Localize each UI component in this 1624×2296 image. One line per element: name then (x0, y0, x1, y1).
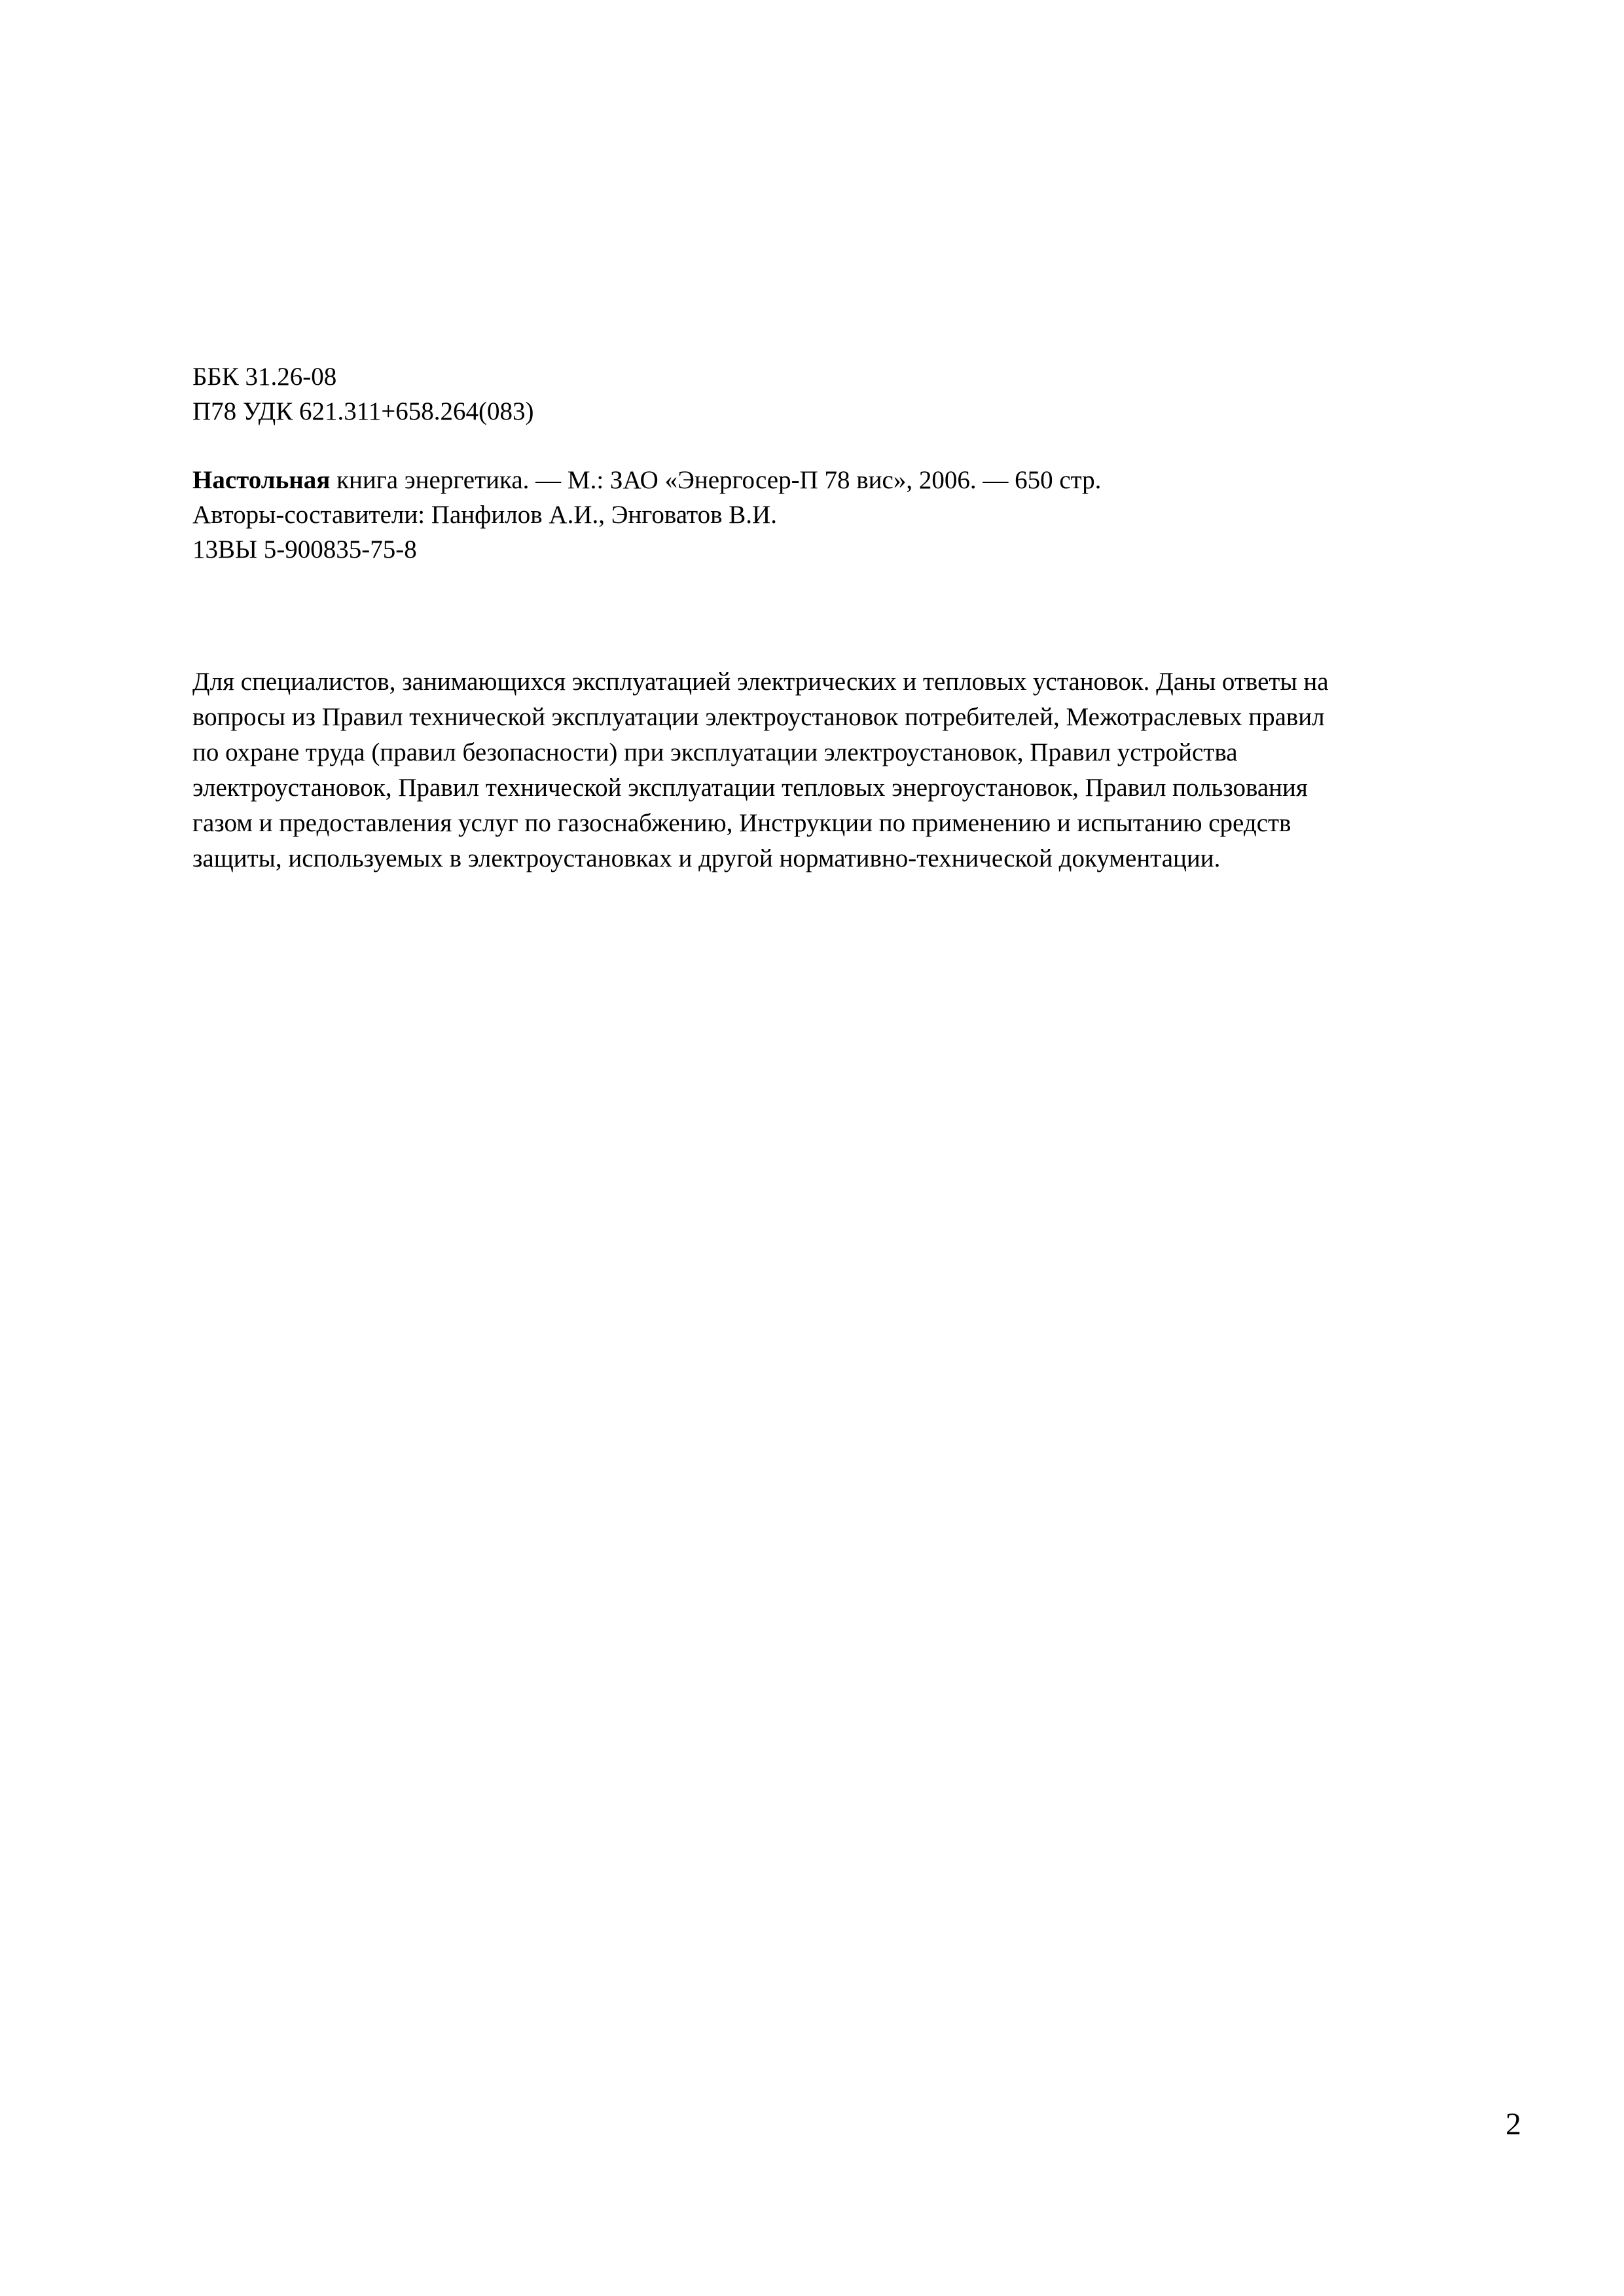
authors-line: Авторы-составители: Панфилов А.И., Энговатов В.И. (192, 501, 777, 529)
abstract-line: по охране труда (правил безопасности) при эксплуатации электроустановок, Правил устройства (192, 738, 1238, 766)
bibliographic-record (192, 463, 1101, 567)
abstract-line: газом и предоставления услуг по газоснабжению, Инструкции по применению и испытанию средств (192, 809, 1291, 837)
classification-block (192, 359, 533, 429)
abstract-paragraph (192, 664, 1541, 876)
bibliographic-title-line (192, 463, 1101, 497)
isbn-line: 13ВЫ 5-900835-75-8 (192, 535, 417, 564)
udk-code: П78 УДК 621.311+658.264(083) (192, 397, 534, 425)
book-title-bold: Настольная (192, 466, 331, 494)
abstract-line: вопросы из Правил технической эксплуатации электроустановок потребителей, Межотраслевых правил (192, 703, 1325, 731)
page-number: 2 (1506, 2107, 1521, 2142)
abstract-line: Для специалистов, занимающихся эксплуатацией электрических и тепловых установок. Даны ответы на (192, 668, 1329, 696)
book-title-rest: книга энергетика. — М.: ЗАО «Энергосер-П 78 вис», 2006. — 650 стр. (330, 466, 1102, 494)
abstract-line: защиты, используемых в электроустановках и другой нормативно-технической документации. (192, 844, 1221, 872)
bbk-code: ББК 31.26-08 (192, 363, 337, 391)
abstract-line: электроустановок, Правил технической эксплуатации тепловых энергоустановок, Правил пользования (192, 774, 1308, 802)
